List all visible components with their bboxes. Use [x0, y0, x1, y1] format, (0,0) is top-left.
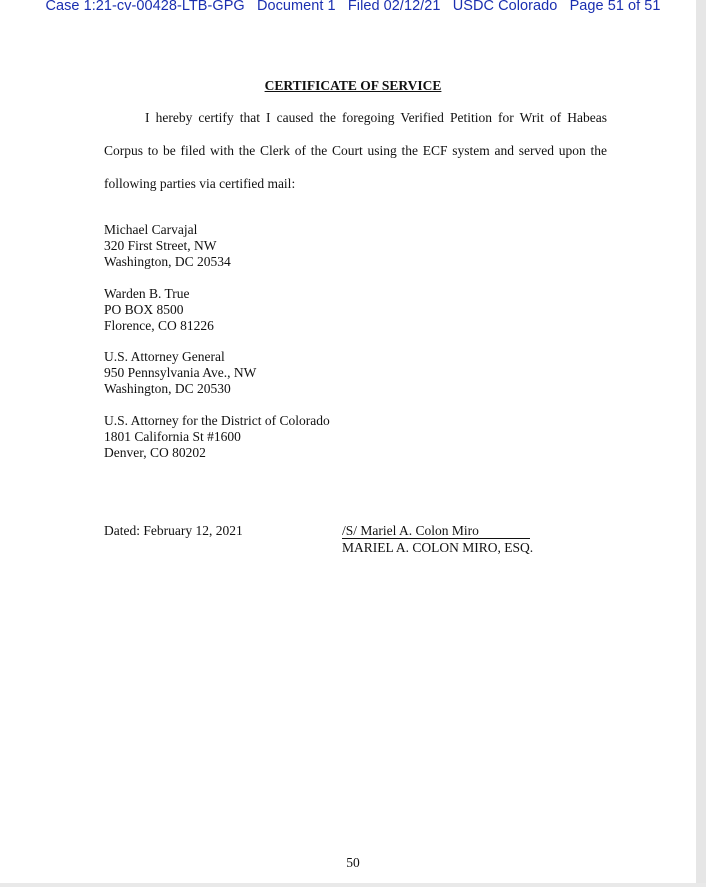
signature-block	[342, 523, 534, 556]
address-line: U.S. Attorney for the District of Colorado	[104, 413, 330, 428]
address-line: U.S. Attorney General	[104, 349, 225, 364]
address-line: 1801 California St #1600	[104, 429, 241, 444]
signature-line: /S/ Mariel A. Colon Miro	[342, 523, 530, 539]
signatory-name: MARIEL A. COLON MIRO, ESQ.	[342, 540, 534, 555]
address-line: 950 Pennsylvania Ave., NW	[104, 365, 257, 380]
address-line: Florence, CO 81226	[104, 318, 214, 333]
body-line-3: following parties via certified mail:	[104, 176, 296, 191]
address-block-carvajal	[104, 222, 231, 270]
filing-header: Case 1:21-cv-00428-LTB-GPG Document 1 Filed 02/12/21 USDC Colorado Page 51 of 51	[45, 0, 661, 14]
body-line-1: I hereby certify that I caused the foregoing Verified Petition for Writ of Habeas	[145, 110, 607, 125]
address-line: Michael Carvajal	[104, 222, 198, 237]
page-edge-bottom	[0, 883, 706, 887]
document-title: CERTIFICATE OF SERVICE	[264, 78, 442, 93]
dated-line: Dated: February 12, 2021	[104, 523, 243, 538]
address-line: Washington, DC 20530	[104, 381, 231, 396]
address-line: 320 First Street, NW	[104, 238, 217, 253]
address-line: Denver, CO 80202	[104, 445, 206, 460]
address-block-warden	[104, 286, 214, 334]
page-edge-right	[696, 0, 706, 887]
page-number: 50	[346, 855, 360, 870]
body-line-2: Corpus to be filed with the Clerk of the Court using the ECF system and served upon the	[104, 143, 607, 158]
address-line: Washington, DC 20534	[104, 254, 231, 269]
address-block-us-attorney-colorado	[104, 413, 330, 461]
address-line: PO BOX 8500	[104, 302, 184, 317]
address-block-attorney-general	[104, 349, 256, 397]
address-line: Warden B. True	[104, 286, 190, 301]
